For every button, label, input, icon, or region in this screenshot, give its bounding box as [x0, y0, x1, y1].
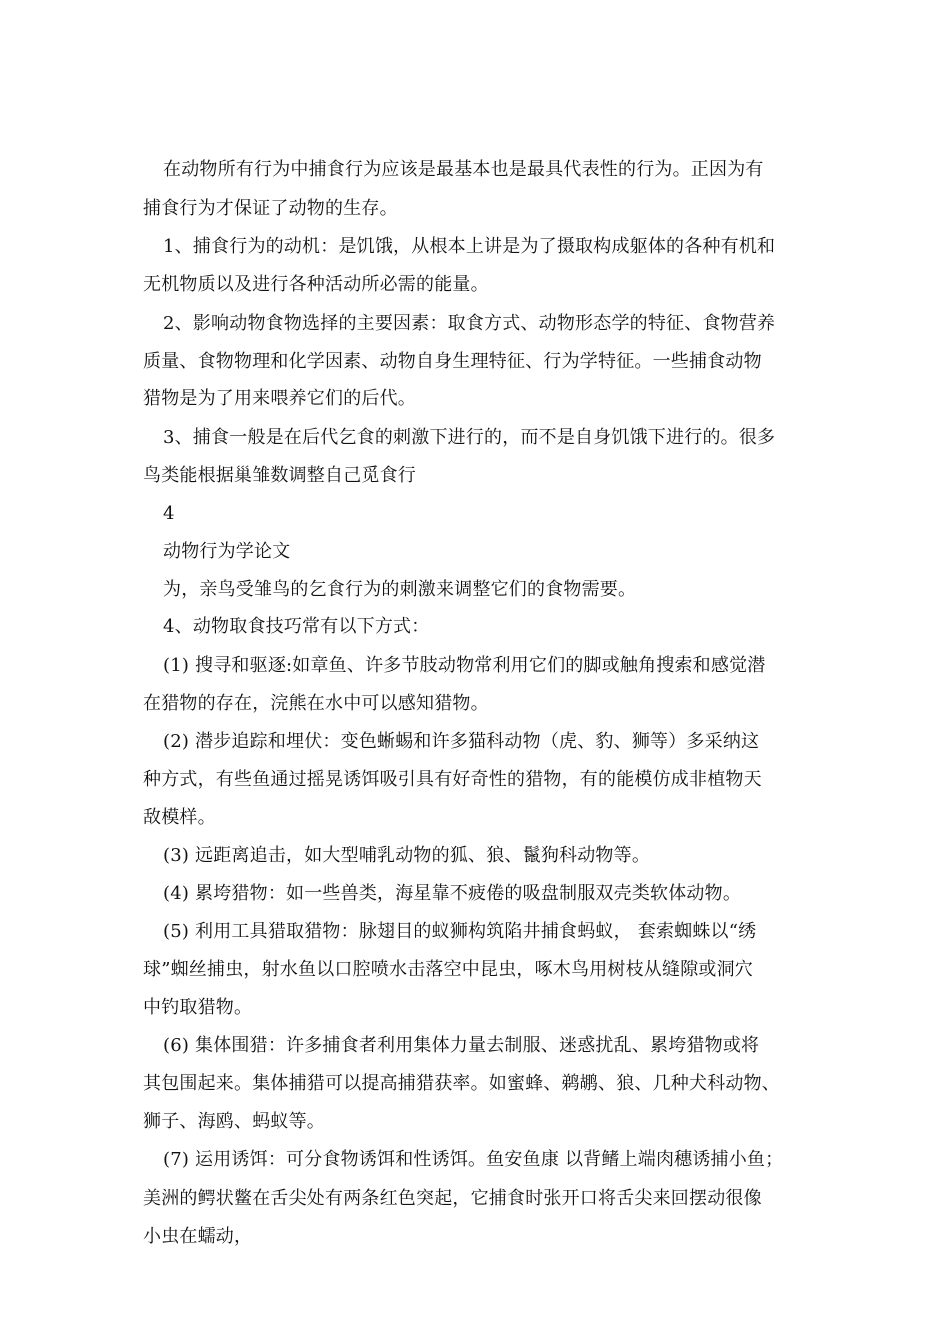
list-item-line: (2) 潜步追踪和埋伏：变色蜥蜴和许多猫科动物（虎、豹、狮等）多采纳这 — [163, 731, 760, 752]
list-item-line: (7) 运用诱饵：可分食物诱饵和性诱饵。鱼安鱼康 以背鳍上端肉穗诱捕小鱼； — [163, 1149, 784, 1170]
list-item-line: 球”蜘丝捕虫，射水鱼以口腔喷水击落空中昆虫，啄木鸟用树枝从缝隙或洞穴 — [143, 959, 753, 980]
paragraph-line: 为，亲鸟受雏鸟的乞食行为的刺激来调整它们的食物需要。 — [163, 579, 637, 600]
paragraph-line: 鸟类能根据巢雏数调整自己觅食行 — [143, 465, 416, 486]
list-item-line: 敌模样。 — [143, 807, 216, 828]
list-item-line: 其包围起来。集体捕猎可以提高捕猎获率。如蜜蜂、鹈鹕、狼、几种犬科动物、 — [143, 1073, 780, 1094]
list-item-line: 种方式，有些鱼通过摇晃诱饵吸引具有好奇性的猎物，有的能模仿成非植物天 — [143, 769, 762, 790]
running-header: 动物行为学论文 — [163, 541, 291, 562]
paragraph-line: 4、动物取食技巧常有以下方式： — [163, 616, 430, 637]
paragraph-line: 无机物质以及进行各种活动所必需的能量。 — [143, 274, 489, 295]
list-item-line: (4) 累垮猎物：如一些兽类，海星靠不疲倦的吸盘制服双壳类软体动物。 — [163, 883, 742, 904]
list-item-line: 中钓取猎物。 — [143, 997, 253, 1018]
list-item-line: 小虫在蠕动， — [143, 1226, 253, 1247]
paragraph-line: 在动物所有行为中捕食行为应该是最基本也是最具代表性的行为。正因为有 — [163, 159, 764, 180]
paragraph-line: 3、捕食一般是在后代乞食的刺激下进行的，而不是自身饥饿下进行的。很多 — [163, 427, 776, 448]
paragraph-line: 猎物是为了用来喂养它们的后代。 — [143, 388, 416, 409]
list-item-line: 狮子、海鸥、蚂蚁等。 — [143, 1111, 325, 1132]
list-item-line: (1) 搜寻和驱逐:如章鱼、许多节肢动物常利用它们的脚或触角搜索和感觉潜 — [163, 655, 766, 676]
list-item-line: 美洲的鳄状鳖在舌尖处有两条红色突起，它捕食时张开口将舌尖来回摆动很像 — [143, 1188, 762, 1209]
paragraph-line: 1、捕食行为的动机：是饥饿，从根本上讲是为了摄取构成躯体的各种有机和 — [163, 236, 776, 257]
paragraph-line: 2、影响动物食物选择的主要因素：取食方式、动物形态学的特征、食物营养 — [163, 313, 776, 334]
list-item-line: (5) 利用工具猎取猎物：脉翅目的蚁狮构筑陷井捕食蚂蚁， 套索蜘蛛以“绣 — [163, 921, 757, 942]
paragraph-line: 捕食行为才保证了动物的生存。 — [143, 198, 398, 219]
page-number: 4 — [163, 503, 175, 524]
list-item-line: 在猎物的存在，浣熊在水中可以感知猎物。 — [143, 693, 489, 714]
list-item-line: (6) 集体围猎：许多捕食者利用集体力量去制服、迷惑扰乱、累垮猎物或将 — [163, 1035, 760, 1056]
list-item-line: (3) 远距离追击，如大型哺乳动物的狐、狼、鬣狗科动物等。 — [163, 845, 651, 866]
paragraph-line: 质量、食物物理和化学因素、动物自身生理特征、行为学特征。一些捕食动物 — [143, 351, 762, 372]
